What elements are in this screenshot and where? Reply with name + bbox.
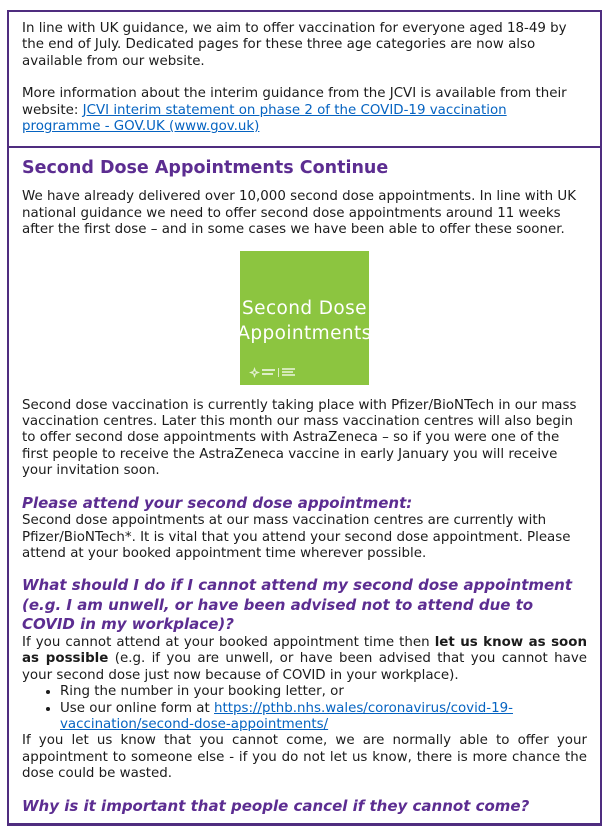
nhs-wales-logo-icon [249, 367, 295, 378]
image-card-text [237, 296, 371, 346]
paragraph-delivered: We have already delivered over 10,000 second dose appointments. In line with UK national guidance we need to offer second dose appointments around 11 weeks after the first dose – and in some cases we have been able to offer these sooner. [22, 189, 577, 238]
nhs-wales-emblem-icon [249, 367, 260, 378]
cannot-attend-suffix: (e.g. if you are unwell, or have been advised that you cannot have your second dose just now because of COVID in your workplace). [22, 651, 587, 683]
list-item-online-form-text: Use our online form at [60, 700, 215, 716]
newsletter-bordered-box [7, 10, 602, 826]
paragraph-cannot-attend [22, 635, 587, 684]
online-form-link[interactable]: https://pthb.nhs.wales/coronavirus/covid-19-vaccination/second-dose-appointments/ [60, 700, 513, 732]
logo-text-right [282, 368, 295, 376]
logo-text-left [262, 369, 275, 375]
paragraph-current-vaccination: Second dose vaccination is currently taking place with Pfizer/BioNTech in our mass vaccination centres. Later this month our mass vaccination centres will also begin to offer second dose appointments with AstraZeneca – so if you were one of the first people to receive the AstraZeneca vaccine in early January you will receive your invitation soon. [22, 397, 577, 479]
list-item-ring-text: Ring the number in your booking letter, or [60, 684, 344, 700]
list-item-ring [60, 684, 587, 700]
cancel-options-list [45, 684, 587, 733]
image-card-line2: Appointments [237, 322, 372, 344]
intro-section [9, 12, 600, 148]
paragraph-attend: Second dose appointments at our mass vaccination centres are currently with Pfizer/BioNTech*. It is vital that you attend your second dose appointment. Please attend at your booked appointment time wherever possible. [22, 513, 571, 561]
section-heading: Second Dose Appointments Continue [22, 158, 389, 179]
subheading-please-attend: Please attend your second dose appointment: [22, 493, 413, 512]
jcvi-paragraph-text: More information about the interim guidance from the JCVI is available from their website: [22, 86, 567, 118]
image-card-line1: Second Dose [242, 297, 367, 319]
second-dose-section [9, 148, 600, 823]
jcvi-link[interactable]: JCVI interim statement on phase 2 of the COVID-19 vaccination programme - GOV.UK (www.gov.uk) [22, 102, 507, 135]
logo-divider [278, 368, 279, 377]
let-us-know-bold: let us know as soon as possible [22, 634, 587, 667]
cannot-attend-prefix: If you cannot attend at your booked appointment time then [22, 634, 435, 650]
paragraph-let-us-know: If you let us know that you cannot come, we are normally able to offer your appointment to someone else - if you do not let us know, there is more chance the dose could be wasted. [22, 733, 587, 782]
list-item-online-form [60, 701, 587, 734]
subheading-cannot-attend: What should I do if I cannot attend my second dose appointment (e.g. I am unwell, or have been advised not to attend due to COVID in my workplace)? [22, 576, 573, 634]
intro-paragraph-guidance: In line with UK guidance, we aim to offer vaccination for everyone aged 18-49 by the end of July. Dedicated pages for these three age categories are now also available from our website. [22, 21, 567, 69]
second-dose-image-card [237, 251, 372, 385]
subheading-why-cancel: Why is it important that people cancel if they cannot come? [22, 796, 530, 815]
intro-paragraph-jcvi [22, 86, 587, 135]
